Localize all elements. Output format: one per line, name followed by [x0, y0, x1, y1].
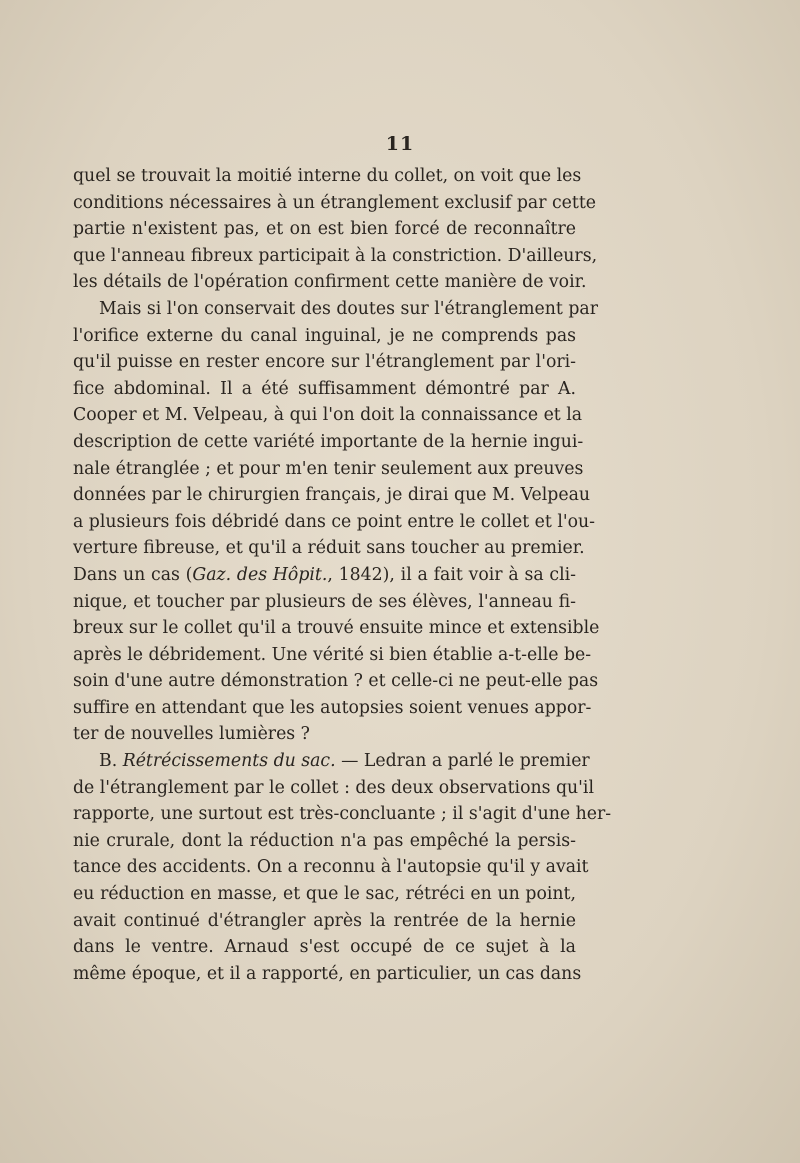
text-line: conditions nécessaires à un étranglement exclusif par cette [73, 192, 596, 213]
text-line: avait continué d'étrangler après la rentrée de la hernie [73, 910, 576, 931]
text-line: suffire en attendant que les autopsies soient venues appor- [73, 697, 592, 718]
text-line: qu'il puisse en rester encore sur l'étranglement par l'ori- [73, 352, 576, 373]
text-segment: — Ledran a parlé le premier [335, 751, 590, 772]
text-line: données par le chirurgien français, je dirai que M. Velpeau [73, 485, 591, 506]
text-line: eu réduction en masse, et que le sac, rétréci en un point, [73, 884, 576, 905]
text-line: les détails de l'opération confirment cette manière de voir. [73, 272, 587, 293]
text-line: Mais si l'on conservait des doutes sur l'étranglement par [99, 298, 598, 319]
text-line: après le débridement. Une vérité si bien établie a-t-elle be- [73, 644, 592, 665]
text-line: même époque, et il a rapporté, en particulier, un cas dans [73, 963, 582, 984]
text-line: fice abdominal. Il a été suffisamment démontré par A. [73, 378, 576, 399]
section-heading-line [73, 748, 590, 775]
text-segment: B. [99, 751, 123, 772]
text-line: description de cette variété importante de la hernie ingui- [73, 431, 584, 452]
text-line: a plusieurs fois débridé dans ce point entre le collet et l'ou- [73, 511, 595, 532]
text-line: ter de nouvelles lumières ? [73, 724, 310, 745]
text-line: quel se trouvait la moitié interne du collet, on voit que les [73, 166, 582, 186]
text-segment: , 1842), il a fait voir à sa cli- [327, 564, 576, 585]
text-line: Cooper et M. Velpeau, à qui l'on doit la connaissance et la [73, 405, 583, 426]
text-line: tance des accidents. On a reconnu à l'autopsie qu'il y avait [73, 857, 589, 878]
text-line: soin d'une autre démonstration ? et celle-ci ne peut-elle pas [73, 671, 599, 692]
text-line: rapporte, une surtout est très-concluante ; il s'agit d'une her- [73, 804, 612, 825]
body-text [73, 163, 612, 987]
text-line: nie crurale, dont la réduction n'a pas empêché la persis- [73, 830, 576, 851]
text-line: partie n'existent pas, et on est bien forcé de reconnaître [73, 219, 576, 240]
page-number: 11 [385, 133, 415, 155]
text-line [73, 562, 576, 589]
citation-italic: Gaz. des Hôpit. [192, 564, 328, 585]
text-line: nale étranglée ; et pour m'en tenir seulement aux preuves [73, 458, 584, 479]
text-line: nique, et toucher par plusieurs de ses élèves, l'anneau fi- [73, 591, 576, 612]
text-line: breux sur le collet qu'il a trouvé ensuite mince et extensible [73, 618, 600, 639]
section-title-italic: Rétrécissements du sac. [122, 751, 336, 772]
text-line: dans le ventre. Arnaud s'est occupé de ce sujet à la [73, 937, 576, 958]
text-line: verture fibreuse, et qu'il a réduit sans toucher au premier. [73, 538, 585, 559]
text-line: l'orifice externe du canal inguinal, je ne comprends pas [73, 325, 576, 346]
text-line: de l'étranglement par le collet : des deux observations qu'il [73, 777, 594, 798]
text-line: que l'anneau fibreux participait à la constriction. D'ailleurs, [73, 245, 598, 266]
text-segment: Dans un cas ( [73, 564, 193, 585]
